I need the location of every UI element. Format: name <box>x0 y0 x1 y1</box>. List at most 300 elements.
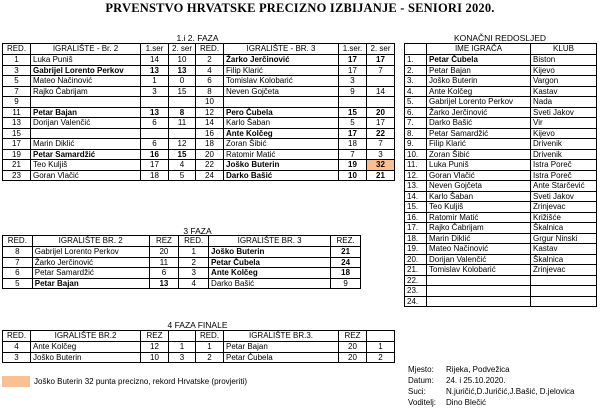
result: 12 <box>141 342 169 353</box>
standing-position: 7. <box>405 118 427 129</box>
row-number: 22 <box>196 160 224 171</box>
player-name <box>31 97 141 108</box>
standing-player: Goran Vlačić <box>427 170 531 181</box>
standing-player: Petar Čubela <box>427 55 531 66</box>
player-name <box>31 128 141 139</box>
table-row <box>3 257 361 268</box>
player-name: Darko Bašić <box>224 170 339 181</box>
player-name: Pero Čubela <box>224 107 339 118</box>
table-row <box>3 342 395 353</box>
row-number: 2 <box>196 55 224 66</box>
standing-player: Marin Diklić <box>427 233 531 244</box>
row-number: 1 <box>179 247 209 258</box>
phase3-header-cell: IGRALIŠTE BR. 3 <box>209 236 331 247</box>
score-series-1: 14 <box>141 55 169 66</box>
phase4-caption: 4 FAZA FINALE <box>167 320 228 330</box>
player-name <box>224 97 339 108</box>
player-name: Žarko Jerčinović <box>224 55 339 66</box>
score-series-2: 22 <box>367 128 395 139</box>
player-name: Darko Bašić <box>209 278 331 289</box>
record-note: Joško Buterin 32 punta precizno, rekord Hrvatske (provjeriti) <box>34 377 247 386</box>
phase4-header-cell <box>169 331 196 342</box>
info-row <box>408 397 598 408</box>
score-series-2: 15 <box>169 86 196 97</box>
row-number: 16 <box>196 128 224 139</box>
table-row <box>3 97 395 108</box>
list-item <box>405 275 597 286</box>
standing-position: 18. <box>405 233 427 244</box>
standing-player: Joško Buterin <box>427 76 531 87</box>
list-item <box>405 139 597 150</box>
note-highlight-swatch <box>2 376 30 387</box>
list-item <box>405 223 597 234</box>
row-number: 3 <box>3 352 31 363</box>
score-series-2: 21 <box>367 170 395 181</box>
row-number: 15 <box>3 128 31 139</box>
phase1-caption: 1.i 2. FAZA <box>176 33 219 43</box>
score-series-1: 1 <box>141 76 169 87</box>
standing-player: Petar Samardžić <box>427 128 531 139</box>
score-series-2: 3 <box>367 149 395 160</box>
standing-position: 21. <box>405 265 427 276</box>
phase3-header-cell: RED. <box>3 236 33 247</box>
table-row <box>3 128 395 139</box>
player-name: Rajko Čabrijam <box>31 86 141 97</box>
player-name: Petar Čubela <box>209 257 331 268</box>
phase4-header-cell <box>367 331 395 342</box>
list-item <box>405 191 597 202</box>
standing-position: 5. <box>405 97 427 108</box>
standing-player: Darko Bašić <box>427 118 531 129</box>
standing-position: 2. <box>405 65 427 76</box>
score-series-1: 6 <box>141 118 169 129</box>
player-name: Ante Kolčeg <box>209 268 331 279</box>
player-name: Mateo Načinović <box>31 76 141 87</box>
standing-position: 8. <box>405 128 427 139</box>
row-number: 8 <box>196 86 224 97</box>
player-name: Zoran Šibić <box>224 139 339 150</box>
standing-position: 20. <box>405 254 427 265</box>
info-label: Mjesto: <box>408 364 434 374</box>
score-series-1 <box>339 97 367 108</box>
result: 9 <box>331 278 361 289</box>
table-row <box>3 160 395 171</box>
standings-header-row <box>405 44 597 55</box>
info-value: Dino Blečić <box>446 397 487 407</box>
player-name: Petar Samardžić <box>32 268 149 279</box>
row-number: 3 <box>3 65 31 76</box>
standing-position: 10. <box>405 149 427 160</box>
score-series-2: 8 <box>169 107 196 118</box>
phase1-header-cell: IGRALIŠTE - Br. 2 <box>31 44 141 55</box>
score-series-2: 12 <box>169 139 196 150</box>
score-series-2: 7 <box>367 139 395 150</box>
score-series-2: 17 <box>367 118 395 129</box>
row-number: 4 <box>196 65 224 76</box>
score-series-2: 20 <box>367 107 395 118</box>
score-series-2: 5 <box>169 170 196 181</box>
score-series-2: 32 <box>367 160 395 171</box>
row-number: 1 <box>196 342 224 353</box>
standing-position: 16. <box>405 212 427 223</box>
standing-club <box>531 296 597 307</box>
player-name: Marin Diklić <box>31 139 141 150</box>
standing-position: 19. <box>405 244 427 255</box>
standing-club: Škalnica <box>531 223 597 234</box>
row-number: 13 <box>3 118 31 129</box>
table-row <box>3 352 395 363</box>
standing-position: 17. <box>405 223 427 234</box>
info-row <box>408 386 598 397</box>
score-series-1: 16 <box>141 149 169 160</box>
row-number: 20 <box>196 149 224 160</box>
standing-player <box>427 296 531 307</box>
table-row <box>3 170 395 181</box>
list-item <box>405 181 597 192</box>
result: 6 <box>149 268 179 279</box>
score-series-1: 7 <box>339 149 367 160</box>
phase4-header-cell: REZ <box>339 331 367 342</box>
row-number: 5 <box>3 278 33 289</box>
standing-player: Mateo Načinović <box>427 244 531 255</box>
score-series-2 <box>169 97 196 108</box>
standing-position: 15. <box>405 202 427 213</box>
result: 10 <box>141 352 169 363</box>
standings-header-cell: KLUB <box>531 44 597 55</box>
list-item <box>405 286 597 297</box>
score-series-1: 18 <box>339 139 367 150</box>
standing-position: 1. <box>405 55 427 66</box>
table-row <box>3 76 395 87</box>
table-row <box>3 107 395 118</box>
page-title: PRVENSTVO HRVATSKE PRECIZNO IZBIJANJE - SENIORI 2020. <box>105 1 495 15</box>
standing-club: Sveti Jakov <box>531 191 597 202</box>
event-info <box>408 364 598 408</box>
score-series-2: 11 <box>169 118 196 129</box>
player-name: Goran Vlačić <box>31 170 141 181</box>
result: 11 <box>149 257 179 268</box>
score-series-2: 14 <box>367 86 395 97</box>
score-series-1: 19 <box>339 160 367 171</box>
phase3-header-cell: REZ <box>149 236 179 247</box>
list-item <box>405 265 597 276</box>
standing-player: Gabrijel Lorento Perkov <box>427 97 531 108</box>
extra-value: 1 <box>367 342 395 353</box>
row-number: 18 <box>196 139 224 150</box>
standing-club: Istra Poreč <box>531 170 597 181</box>
standing-player: Luka Puniš <box>427 160 531 171</box>
standing-player: Teo Kuljiš <box>427 202 531 213</box>
list-item <box>405 296 597 307</box>
standing-club: Kastav <box>531 244 597 255</box>
standing-club: Grgur Ninski <box>531 233 597 244</box>
score-series-1: 17 <box>339 65 367 76</box>
list-item <box>405 160 597 171</box>
result: 18 <box>331 268 361 279</box>
standings-header-cell: IME IGRAČA <box>427 44 531 55</box>
standing-player: Žarko Jerčinović <box>427 107 531 118</box>
score-series-1: 6 <box>141 139 169 150</box>
score-series-1: 17 <box>339 128 367 139</box>
standing-club: Vir <box>531 118 597 129</box>
table-row <box>3 247 361 258</box>
row-number: 12 <box>196 107 224 118</box>
table-row <box>3 86 395 97</box>
phase3-header-cell: IGRALIŠTE BR. 2 <box>32 236 149 247</box>
row-number: 7 <box>3 86 31 97</box>
standing-player: Zoran Šibić <box>427 149 531 160</box>
player-name: Petar Čubela <box>224 352 339 363</box>
standing-player: Petar Bajan <box>427 65 531 76</box>
player-name: Joško Buterin <box>209 247 331 258</box>
phase1-header-row <box>3 44 395 55</box>
score-series-2: 13 <box>169 65 196 76</box>
extra-value: 1 <box>169 342 196 353</box>
standing-club <box>531 275 597 286</box>
phase3-caption: 3 FAZA <box>183 226 212 236</box>
extra-value: 2 <box>367 352 395 363</box>
info-value: 24. i 25.10.2020. <box>446 375 506 385</box>
list-item <box>405 55 597 66</box>
phase4-header-row <box>3 331 395 342</box>
standing-club: Drivenik <box>531 149 597 160</box>
result: 20 <box>339 352 367 363</box>
list-item <box>405 86 597 97</box>
row-number: 2 <box>179 257 209 268</box>
player-name: Gabrijel Lorento Perkov <box>31 65 141 76</box>
table-row <box>3 139 395 150</box>
row-number: 14 <box>196 118 224 129</box>
info-value: N.juričić,D.Juričić,J.Bašić, D.jelovica <box>446 386 575 396</box>
row-number: 23 <box>3 170 31 181</box>
row-number: 19 <box>3 149 31 160</box>
result: 20 <box>339 342 367 353</box>
phase1-header-cell: 1.ser <box>141 44 169 55</box>
player-name: Gabrijel Lorento Perkov <box>32 247 149 258</box>
standing-player: Ratomir Matić <box>427 212 531 223</box>
standing-club: Sveti Jakov <box>531 107 597 118</box>
result: 13 <box>149 278 179 289</box>
list-item <box>405 97 597 108</box>
list-item <box>405 65 597 76</box>
table-row <box>3 118 395 129</box>
player-name: Petar Bajan <box>31 107 141 118</box>
list-item <box>405 254 597 265</box>
score-series-1: 3 <box>141 86 169 97</box>
info-label: Suci: <box>408 386 426 396</box>
score-series-2: 4 <box>169 160 196 171</box>
standing-position: 12. <box>405 170 427 181</box>
info-row <box>408 375 598 386</box>
phase3-header-cell: RED. <box>179 236 209 247</box>
score-series-2: 0 <box>169 76 196 87</box>
phase4-header-cell: RED. <box>196 331 224 342</box>
table-row <box>3 65 395 76</box>
standing-player <box>427 275 531 286</box>
row-number: 1 <box>3 55 31 66</box>
list-item <box>405 149 597 160</box>
score-series-2: 7 <box>367 65 395 76</box>
player-name: Ratomir Matić <box>224 149 339 160</box>
phase1-table <box>2 43 395 181</box>
standing-position: 4. <box>405 86 427 97</box>
row-number: 24 <box>196 170 224 181</box>
list-item <box>405 202 597 213</box>
row-number: 17 <box>3 139 31 150</box>
standing-position: 9. <box>405 139 427 150</box>
player-name: Filip Klarić <box>224 65 339 76</box>
player-name: Luka Puniš <box>31 55 141 66</box>
phase4-header-cell: REZ <box>141 331 169 342</box>
score-series-2 <box>367 76 395 87</box>
info-label: Voditelj: <box>408 397 437 407</box>
standing-club: Zrinjevac <box>531 265 597 276</box>
row-number: 6 <box>196 76 224 87</box>
standing-player: Tomislav Kolobarić <box>427 265 531 276</box>
standings-header-cell <box>405 44 427 55</box>
player-name: Teo Kuljiš <box>31 160 141 171</box>
standing-club: Istra Poreč <box>531 160 597 171</box>
player-name: Neven Gojčeta <box>224 86 339 97</box>
standings-caption: KONAČNI REDOSLJED <box>453 33 547 43</box>
row-number: 21 <box>3 160 31 171</box>
standing-club: Zrinjevac <box>531 202 597 213</box>
phase4-header-cell: IGRALIŠTE BR.3. <box>224 331 339 342</box>
row-number: 7 <box>3 257 33 268</box>
row-number: 9 <box>3 97 31 108</box>
phase1-header-cell: 2. ser <box>169 44 196 55</box>
player-name: Petar Bajan <box>224 342 339 353</box>
row-number: 10 <box>196 97 224 108</box>
player-name: Karlo Šaban <box>224 118 339 129</box>
list-item <box>405 107 597 118</box>
player-name: Dorijan Valenčić <box>31 118 141 129</box>
score-series-1: 3 <box>339 76 367 87</box>
list-item <box>405 244 597 255</box>
row-number: 8 <box>3 247 33 258</box>
score-series-1: 18 <box>141 170 169 181</box>
standing-position: 24. <box>405 296 427 307</box>
row-number: 4 <box>179 278 209 289</box>
result: 24 <box>331 257 361 268</box>
score-series-1 <box>141 97 169 108</box>
phase4-header-cell: IGRALIŠTE BR.2 <box>31 331 141 342</box>
list-item <box>405 76 597 87</box>
list-item <box>405 118 597 129</box>
player-name: Petar Bajan <box>32 278 149 289</box>
standing-player: Neven Gojčeta <box>427 181 531 192</box>
row-number: 5 <box>3 76 31 87</box>
standing-player: Dorijan Valenčić <box>427 254 531 265</box>
standing-club: Nada <box>531 97 597 108</box>
phase3-header-cell: REZ. <box>331 236 361 247</box>
score-series-2 <box>367 97 395 108</box>
standing-position: 13. <box>405 181 427 192</box>
phase1-header-cell: IGRALIŠTE - BR. 3 <box>224 44 339 55</box>
table-row <box>3 149 395 160</box>
standing-club: Kijevo <box>531 128 597 139</box>
standing-position: 23. <box>405 286 427 297</box>
phase1-header-cell: 1.ser. <box>339 44 367 55</box>
phase4-header-cell: RED. <box>3 331 31 342</box>
row-number: 4 <box>3 342 31 353</box>
standing-club: Kijevo <box>531 65 597 76</box>
player-name: Joško Buterin <box>224 160 339 171</box>
standing-position: 14. <box>405 191 427 202</box>
info-label: Datum: <box>408 375 434 385</box>
phase1-header-cell: 2. ser <box>367 44 395 55</box>
phase1-header-cell: RED. <box>196 44 224 55</box>
standing-position: 11. <box>405 160 427 171</box>
standing-club: Vargon <box>531 76 597 87</box>
score-series-1 <box>141 128 169 139</box>
row-number: 2 <box>196 352 224 363</box>
list-item <box>405 170 597 181</box>
standing-position: 22. <box>405 275 427 286</box>
list-item <box>405 233 597 244</box>
phase1-header-cell: RED. <box>3 44 31 55</box>
player-name: Petar Samardžić <box>31 149 141 160</box>
standing-player: Rajko Čabrijam <box>427 223 531 234</box>
standing-player: Ante Kolčeg <box>427 86 531 97</box>
table-row <box>3 268 361 279</box>
score-series-1: 13 <box>141 65 169 76</box>
info-row <box>408 364 598 375</box>
row-number: 3 <box>179 268 209 279</box>
table-row <box>3 278 361 289</box>
standing-club: Biston <box>531 55 597 66</box>
standing-position: 6. <box>405 107 427 118</box>
score-series-2: 15 <box>169 149 196 160</box>
standing-club: Križišće <box>531 212 597 223</box>
standing-club: Kastav <box>531 86 597 97</box>
info-value: Rijeka, Podvežica <box>446 364 510 374</box>
score-series-1: 17 <box>141 160 169 171</box>
score-series-2: 17 <box>367 55 395 66</box>
score-series-1: 9 <box>339 86 367 97</box>
player-name: Tomislav Kolobarić <box>224 76 339 87</box>
phase3-header-row <box>3 236 361 247</box>
table-row <box>3 55 395 66</box>
list-item <box>405 128 597 139</box>
standing-club: Drivenik <box>531 139 597 150</box>
standings-table <box>404 43 597 307</box>
phase4-table <box>2 330 395 363</box>
list-item <box>405 212 597 223</box>
row-number: 6 <box>3 268 33 279</box>
extra-value: 3 <box>169 352 196 363</box>
row-number: 11 <box>3 107 31 118</box>
score-series-1: 17 <box>339 55 367 66</box>
score-series-1: 10 <box>339 170 367 181</box>
phase3-table <box>2 235 361 289</box>
standing-position: 3. <box>405 76 427 87</box>
standing-player: Filip Klarić <box>427 139 531 150</box>
player-name: Žarko Jerčinović <box>32 257 149 268</box>
score-series-1: 5 <box>339 118 367 129</box>
player-name: Joško Buterin <box>31 352 141 363</box>
score-series-2: 10 <box>169 55 196 66</box>
standing-club <box>531 286 597 297</box>
score-series-2 <box>169 128 196 139</box>
score-series-1: 13 <box>141 107 169 118</box>
standing-player: Karlo Šaban <box>427 191 531 202</box>
result: 21 <box>331 247 361 258</box>
player-name: Ante Kolčeg <box>224 128 339 139</box>
standing-club: Škalnica <box>531 254 597 265</box>
standing-club: Ante Starčević <box>531 181 597 192</box>
score-series-1: 15 <box>339 107 367 118</box>
